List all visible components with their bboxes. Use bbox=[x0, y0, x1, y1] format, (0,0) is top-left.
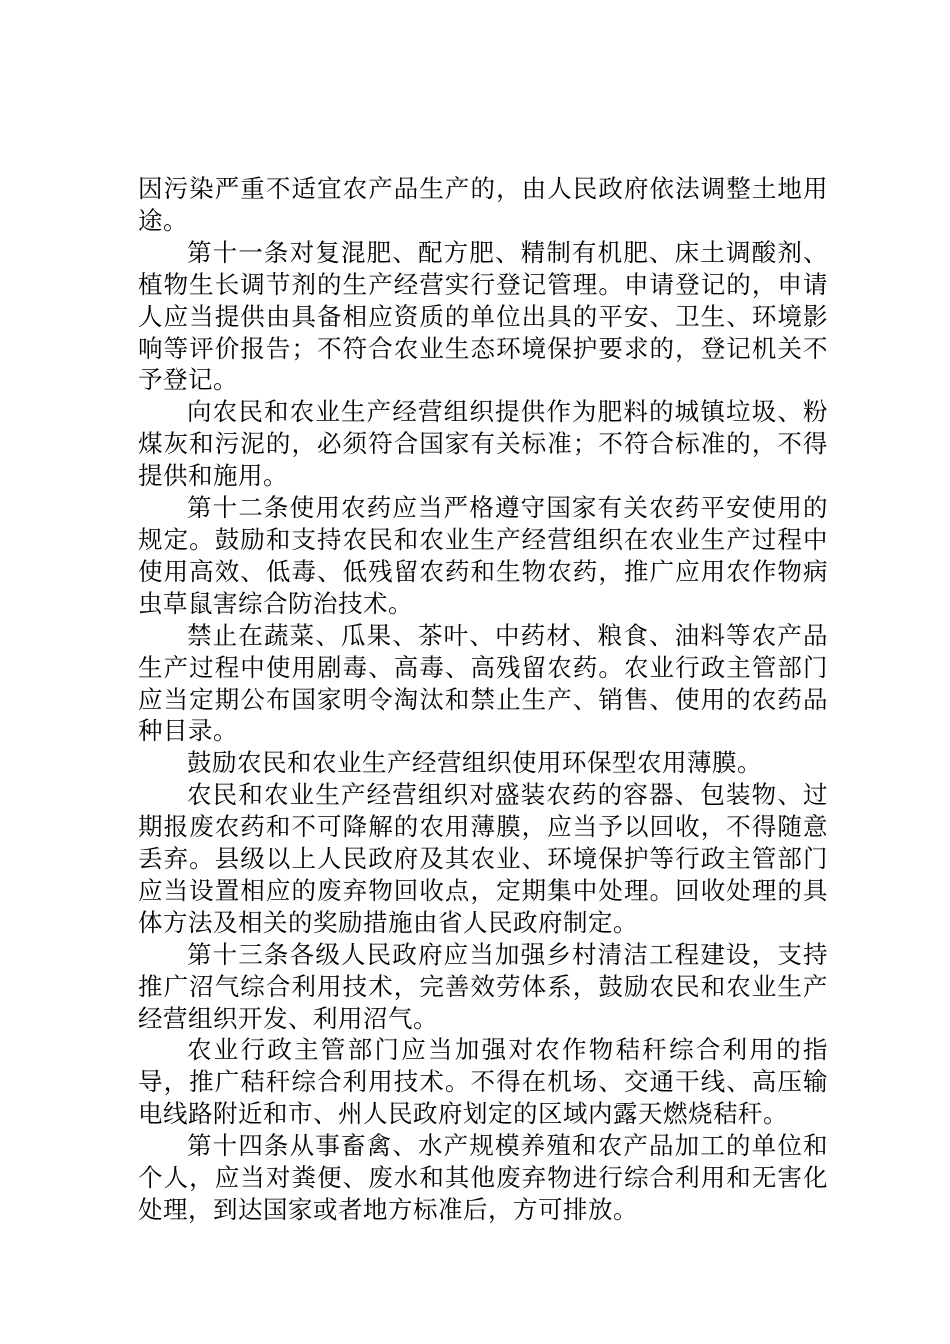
paragraph-fertilizer-standards: 向农民和农业生产经营组织提供作为肥料的城镇垃圾、粉煤灰和污泥的，必须符合国家有关标准；不符合标准的，不得提供和施用。 bbox=[138, 397, 828, 491]
paragraph-waste-recycling: 农民和农业生产经营组织对盛装农药的容器、包装物、过期报废农药和不可降解的农用薄膜，应当予以回收，不得随意丢弃。县级以上人民政府及其农业、环境保护等行政主管部门应当设置相应的废弃物回收点，定期集中处理。回收处理的具体方法及相关的奖励措施由省人民政府制定。 bbox=[138, 780, 828, 937]
paragraph-article-12: 第十二条使用农药应当严格遵守国家有关农药平安使用的规定。鼓励和支持农民和农业生产经营组织在农业生产过程中使用高效、低毒、低残留农药和生物农药，推广应用农作物病虫草鼠害综合防治技术。 bbox=[138, 493, 828, 618]
paragraph-article-14: 第十四条从事畜禽、水产规模养殖和农产品加工的单位和个人，应当对粪便、废水和其他废弃物进行综合利用和无害化处理，到达国家或者地方标准后，方可排放。 bbox=[138, 1131, 828, 1224]
paragraph-article-13: 第十三条各级人民政府应当加强乡村清洁工程建设，支持推广沼气综合利用技术，完善效劳体系，鼓励农民和农业生产经营组织开发、利用沼气。 bbox=[138, 939, 828, 1033]
paragraph-straw-utilization: 农业行政主管部门应当加强对农作物秸秆综合利用的指导，推广秸秆综合利用技术。不得在机场、交通干线、高压输电线路附近和市、州人民政府划定的区域内露天燃烧秸秆。 bbox=[138, 1035, 828, 1129]
paragraph-pesticide-prohibition: 禁止在蔬菜、瓜果、茶叶、中药材、粮食、油料等农产品生产过程中使用剧毒、高毒、高残留农药。农业行政主管部门应当定期公布国家明令淘汰和禁止生产、销售、使用的农药品种目录。 bbox=[138, 620, 828, 746]
document-body bbox=[138, 173, 828, 1226]
paragraph-plastic-film: 鼓励农民和农业生产经营组织使用环保型农用薄膜。 bbox=[187, 748, 762, 778]
paragraph-continuation: 因污染严重不适宜农产品生产的，由人民政府依法调整土地用途。 bbox=[138, 174, 828, 235]
paragraph-article-11: 第十一条对复混肥、配方肥、精制有机肥、床土调酸剂、植物生长调节剂的生产经营实行登记管理。申请登记的，申请人应当提供由具备相应资质的单位出具的平安、卫生、环境影响等评价报告；不符合农业生态环境保护要求的，登记机关不予登记。 bbox=[138, 237, 828, 395]
